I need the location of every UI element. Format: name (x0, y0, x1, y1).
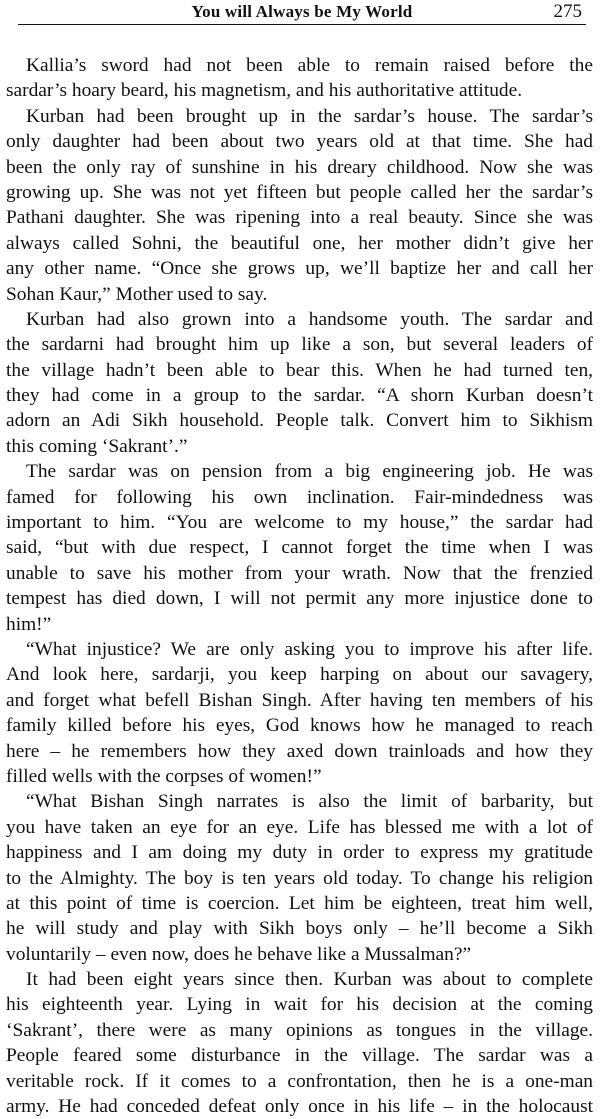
text-line: ‘Sakrant’, there were as many opinions as tongues in the village. (6, 1019, 593, 1041)
text-line: here – he remembers how they axed down trainloads and how they (6, 740, 593, 762)
text-line: growing up. She was not yet fifteen but people called her the sardar’s (6, 181, 593, 203)
text-line: said, “but with due respect, I cannot forget the time when I was (6, 537, 593, 559)
text-line: unable to save his mother from your wrath. Now that the frenzied (6, 562, 593, 584)
text-line: People feared some disturbance in the village. The sardar was a (6, 1045, 593, 1067)
text-line: tempest has died down, I will not permit any more injustice done to (6, 588, 593, 610)
text-line: sardar’s hoary beard, his magnetism, and his authoritative attitude. (6, 80, 523, 102)
running-header (18, 0, 586, 25)
text-line: at this point of time is coercion. Let him be eighteen, treat him well, (6, 892, 593, 914)
text-line: It had been eight years since then. Kurban was about to complete (26, 969, 593, 991)
text-line: army. He had conceded defeat only once in his life – in the holocaust (6, 1096, 593, 1118)
text-line: been the only ray of sunshine in his dreary childhood. Now she was (6, 156, 593, 178)
text-line: Pathani daughter. She was ripening into a real beauty. Since she was (6, 207, 593, 229)
text-line: the sardarni had brought him up like a son, but several leaders of (6, 334, 593, 356)
page-number: 275 (553, 1, 582, 22)
text-line: him!” (6, 613, 52, 635)
text-line: and forget what befell Bishan Singh. After having ten members of his (6, 689, 593, 711)
text-line: they had come in a group to the sardar. “A shorn Kurban doesn’t (6, 385, 593, 407)
text-line: famed for following his own inclination. Fair-mindedness was (6, 486, 593, 508)
running-title: You will Always be My World (191, 2, 413, 21)
text-line: any other name. “Once she grows up, we’ll baptize her and call her (6, 258, 593, 280)
text-line: “What Bishan Singh narrates is also the limit of barbarity, but (26, 791, 593, 813)
text-line: family killed before his eyes, God knows how he managed to reach (6, 715, 593, 737)
text-line: adorn an Adi Sikh household. People talk. Convert him to Sikhism (6, 410, 593, 432)
text-line: filled wells with the corpses of women!” (6, 765, 322, 787)
text-line: veritable rock. If it comes to a confrontation, then he is a one-man (6, 1070, 593, 1092)
text-line: the village hadn’t been able to bear this. When he had turned ten, (6, 359, 593, 381)
text-line: happiness and I am doing my duty in order to express my gratitude (6, 842, 593, 864)
text-line: his eighteenth year. Lying in wait for his decision at the coming (6, 994, 593, 1016)
text-line: only daughter had been about two years old at that time. She had (6, 131, 593, 153)
text-line: Sohan Kaur,” Mother used to say. (6, 283, 268, 305)
text-line: voluntarily – even now, does he behave like a Mussalman?” (6, 943, 472, 965)
text-line: Kallia’s sword had not been able to remain raised before the (26, 55, 593, 76)
text-line: Kurban had been brought up in the sardar’s house. The sardar’s (26, 105, 593, 127)
text-line: he will study and play with Sikh boys only – he’ll become a Sikh (6, 918, 593, 940)
text-line: to the Almighty. The boy is ten years old today. To change his religion (6, 867, 593, 889)
text-line: you have taken an eye for an eye. Life has blessed me with a lot of (6, 816, 593, 838)
text-line: important to him. “You are welcome to my house,” the sardar had (6, 512, 593, 534)
body-text (6, 53, 593, 1119)
text-line: Kurban had also grown into a handsome youth. The sardar and (26, 308, 593, 330)
text-line: always called Sohni, the beautiful one, her mother didn’t give her (6, 232, 593, 254)
text-line: And look here, sardarji, you keep harping on about our savagery, (6, 664, 593, 686)
text-line: “What injustice? We are only asking you to improve his after life. (26, 638, 593, 660)
text-line: this coming ‘Sakrant’.” (6, 435, 188, 457)
text-line: The sardar was on pension from a big engineering job. He was (26, 461, 593, 483)
